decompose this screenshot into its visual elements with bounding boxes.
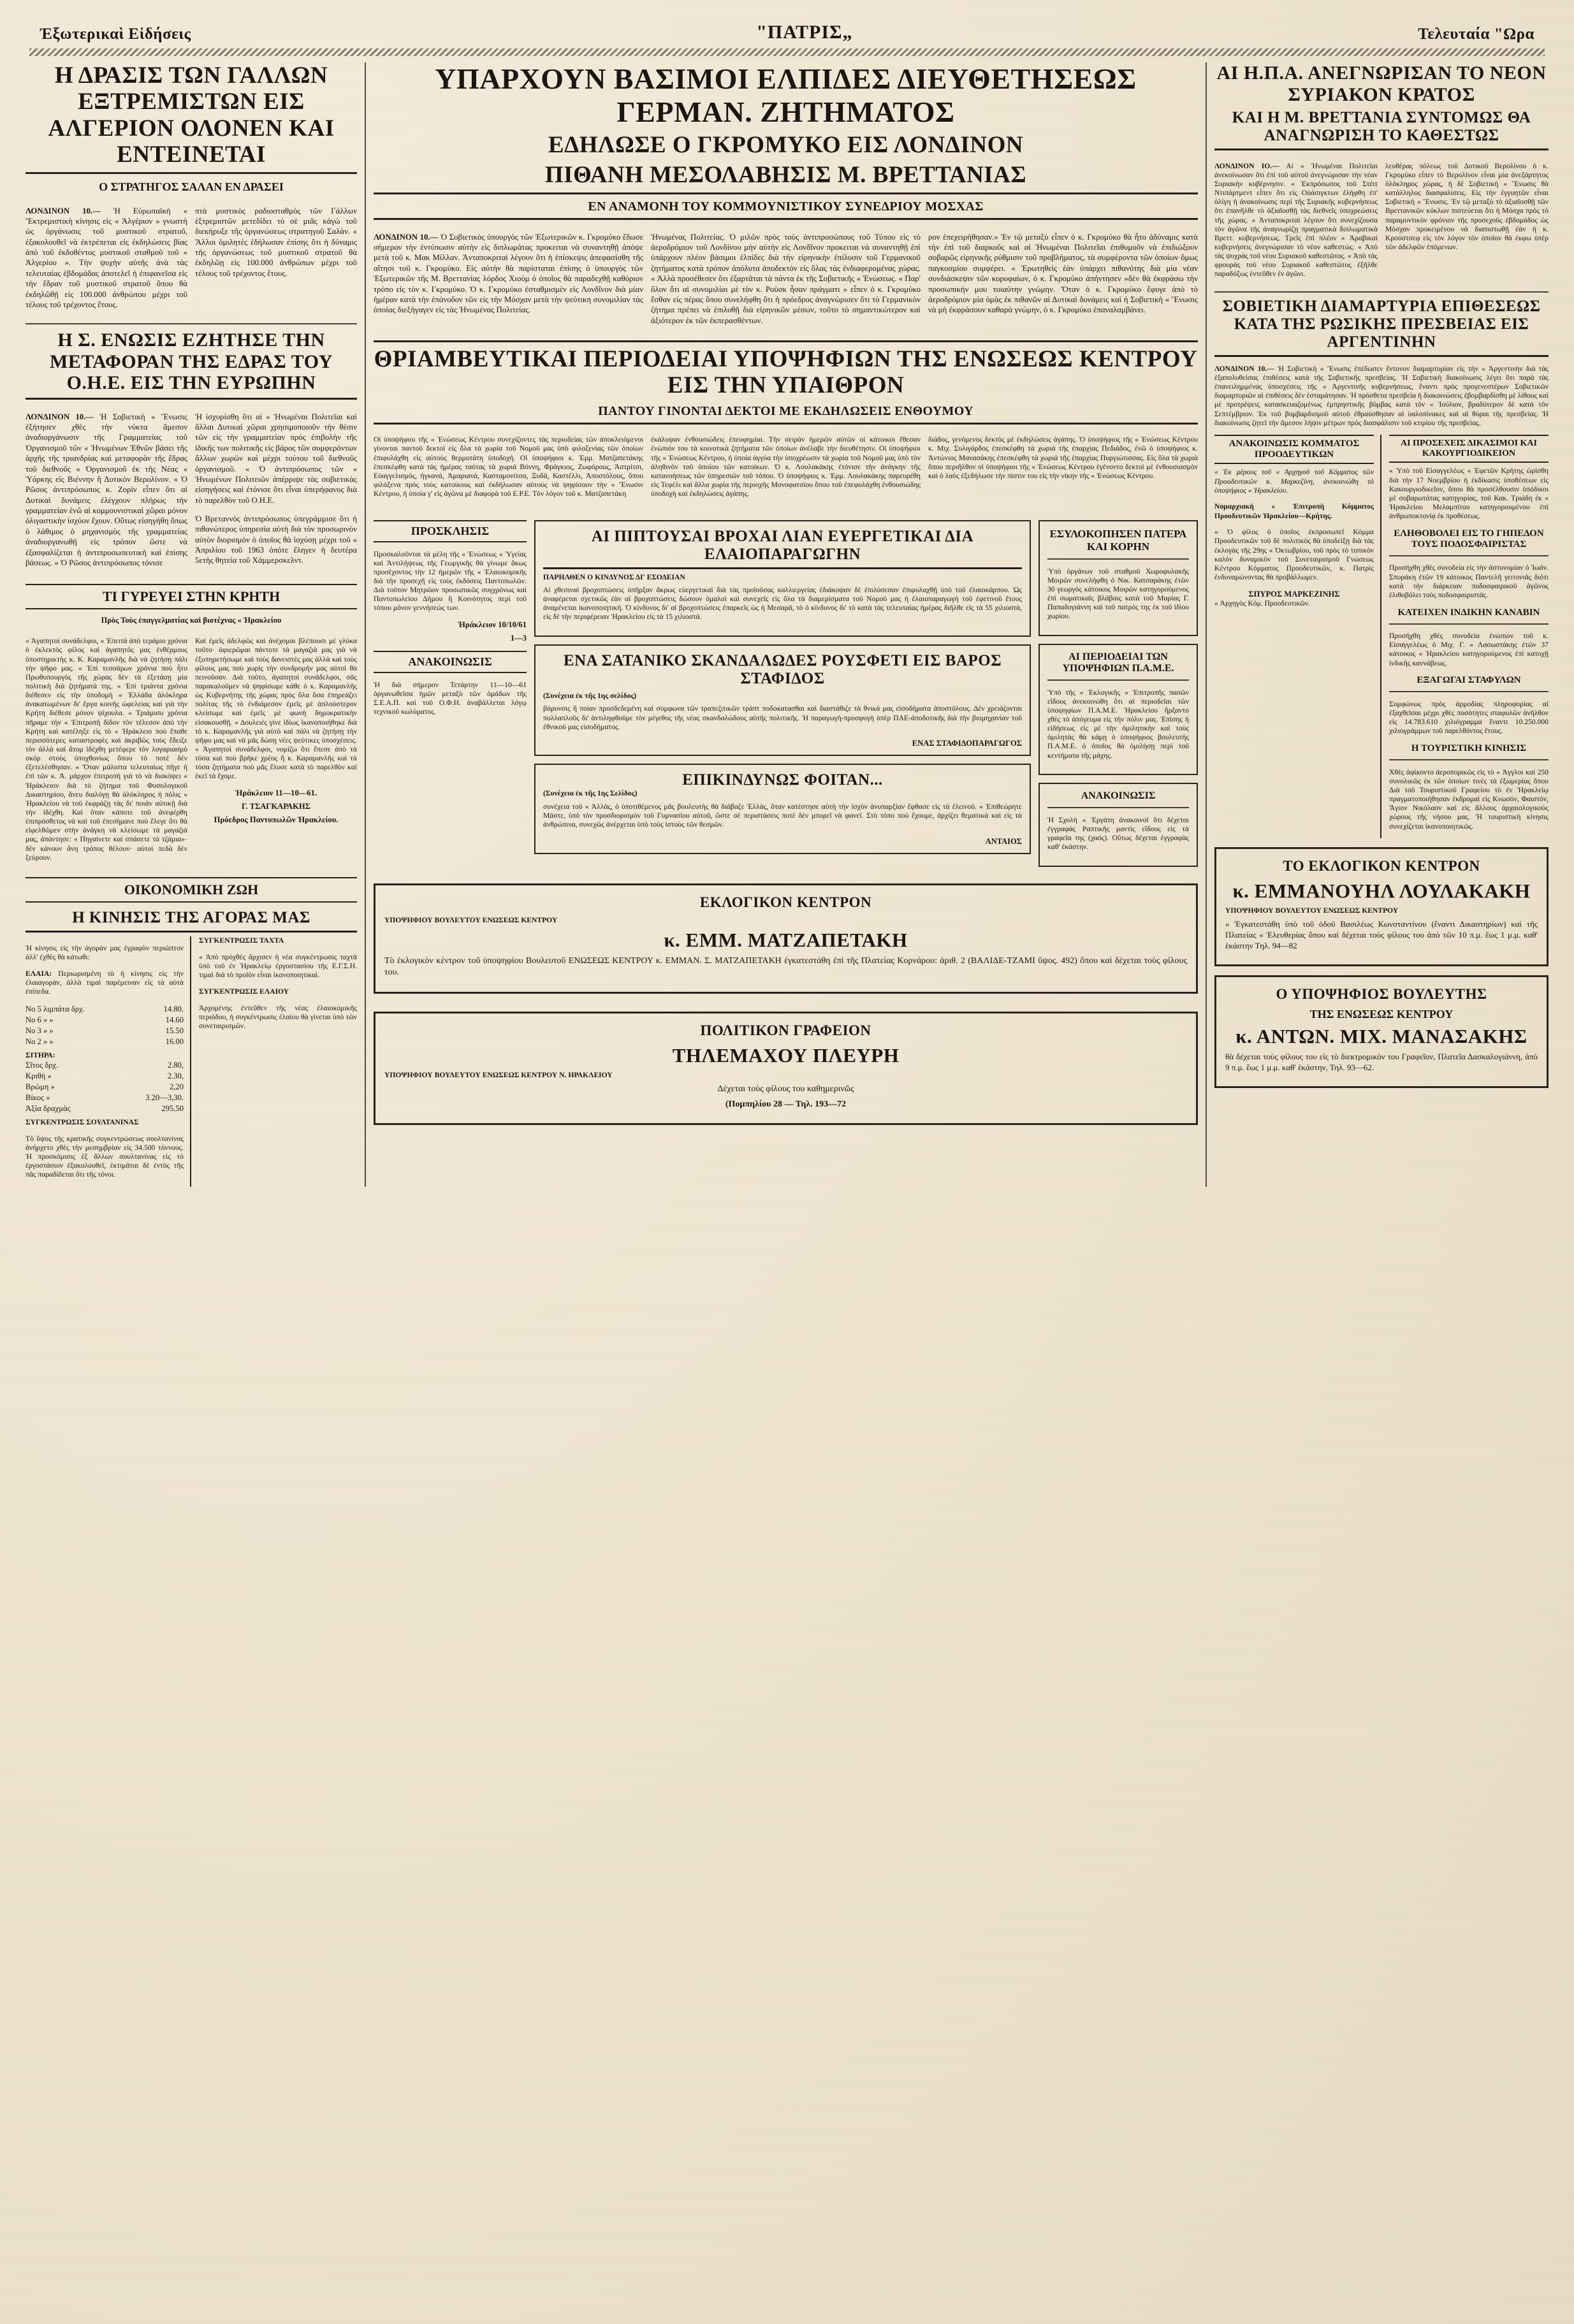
economy-olive-label — [26, 970, 184, 996]
school-announcement-divider — [1047, 807, 1189, 808]
fire-continued: (Συνέχεια ἐκ τῆς 1ης Σελίδος) — [543, 789, 638, 798]
main-article-col1 — [374, 232, 643, 316]
courts-body: « Ὑπὸ τοῦ Εἰσαγγελέως « Ἐφετῶν Κρήτης ὡρίσθη διὰ τὴν 17 Νοεμβρίου ἡ ἐκδίκασις ὑποθέσεων εἰς Κακουργιοδικεῖον, ὅπου θὰ προσέλθουσιν ὑπόδικοι μὲ σοβαρωτάτας κατηγορίας, τοῦ Κακ. Τριάδη ἐκ « Ἡρακλείου Μελαμπίτου κατηγορουμένου ἐπὶ ἀνθρωποκτονίᾳ ἐκ προθέσεως. — [1389, 467, 1548, 521]
left-article-2-col1 — [26, 412, 187, 569]
stoning-header: ΕΛΗΘΟΒΟΛΕΙ ΕΙΣ ΤΟ ΓΗΠΕΔΟΝ ΤΟΥΣ ΠΟΔΟΣΦΑΙΡΙΣΤΑΣ — [1394, 528, 1544, 549]
scandal-body: βάρυνσις ἢ ποίαν προσδεδεμένη καὶ σύμφωνα τῶν τραπεζιτικῶν τράπτ ποδοκατασθαι καὶ διαστάθιζε τὰ θνικά μας εἰσοδήματα ἀποστόλους. Δὲν χρειάζονται πολλαπλοῦς δι' ἀντιληφθοῦμε τὸν μέγεθος τῆς νέας σκανδαλώδους αὐτῆς πολιτικῆς. Ἡ παραγωγὴ-προσφυγὴ ὑπὲρ ΠΑΕ-ἀποδοτικῆς διὰ τὴν βιομηχανίαν τοῦ ἐθνικοῦ μας εἰσοδήματος. — [543, 704, 1022, 731]
left-article-1-col1 — [26, 206, 187, 310]
ad-matzapetakis[interactable] — [374, 883, 1198, 994]
economy-tachta-title: ΣΥΓΚΕΝΤΡΩΣΙΣ ΤΑΧΤΑ — [199, 936, 284, 945]
masthead-right-label: Τελευταία "Ωρα — [1418, 25, 1534, 43]
masthead-divider — [29, 48, 1545, 56]
triumph-divider-bottom — [374, 423, 1198, 425]
assault-body: Ὑπὸ ὀργάνων τοῦ σταθμοῦ Χωροφυλακῆς Μοιρῶν συνελήφθη ὁ Νικ. Κατσαράκης ἐτῶν 30 γεωργὸς κάτοικος Μοιρῶν κατηγορούμενος ἐπὶ σωματικαῖς βλάβαις κατὰ τοῦ Μαρίας Γ. Παπαδογιάννη καὶ τοῦ πατρός της ἐκ τοῦ ἰδίου χωρίου. — [1047, 567, 1189, 621]
economy-olive-prices — [26, 1004, 184, 1047]
right-article-1-col2: λευθέρας πόλεως τοῦ Δυτικοῦ Βερολίνου ὁ κ. Γκρομύκο εἶπεν τὸ Βερολίνον εἶναι μία ἀνεξάρτητος ὀλόκληρος χώρας, ἡ δὲ Σοβιετικὴ « Ἕνωσις θὰ κατάλληλος διασφαλίσεις. Εἰς τὴν ἐγγυητῶν εἶναι Σοβιετικὴ « Ἕνωσις. Ἐν τῷ μεταξὺ τὸ ἀξιαῖοσθῇ τῶν Βρεττανικῶν κύκλων πιστεύεται ὅτι ἡ Μόσχα πρὸς τὸ παραμυντικὸν φρόνιον τῆς προσεχοῦς ἑβδομάδος ὡς Μόσχαν προκειμένου νὰ διαπιστωθῇ ἐὰν ἡ κ. Κρούστσεφ εἰς τὸν λόγον τὸν ὁποῖον θὰ ἐκφω ὑπέρ τῶν ἀδελφῶν ἑπόμενων. — [1385, 161, 1548, 252]
center-ads-row — [374, 875, 1198, 1003]
rain-body: Αἱ χθεσιναὶ βροχοπτώσεις ὑπῆρξαν ἄκρως εὐεργετικαὶ διὰ τὰς προϊοῦσας καλλιεργείας ἐδιάκοψαν δὲ ἐπιλύσεσαν ἐπιφυλαχθῇ ὑπὸ τοῦ ἐλαιοκάρπου. Ὡς ἀναφέρεται σχετικῶς ἐὰν αἱ βροχοπτώσεις δώσουν ὁμαλοὶ καὶ συνεχεῖς εἰς ὅλα τὰ διαμερίσματα τοῦ Νομοῦ μας ἡ ἐλαιοπαραγωγὴ τοῦ ἐφετινοῦ ἔτους ἀναμένεται ἱκανοποιητική. Ὁ κίνδυνος δι' αἱ βροχοπτώσεις ἐπαρκεῖς ὡς ἡ Μεσαρᾶ, τὸ ὁ κίνδυνος δι' τὸ κατὰ τὰς τελευταίας ἡμέρας διῆλθε εἰς τὰ 55 χιλιοστὰ, εἰς δὲ τὴν περιφέρειαν Ἡρακλείου εἰς τὰ 15 χιλιοστά. — [543, 586, 1022, 621]
grape-exports-body: Συμφώνως πρὸς ἁρμοδίας πληροφορίας αἱ ἐξαχθεῖσαι μέχρι χθὲς ποσότητες σταφυλῶν ἀνῆλθον εἰς 14.783.610 χιλιόγραμμα ἔναντι 10.250.000 χιλιογράμμων τοῦ παρελθόντος ἔτους. — [1389, 699, 1548, 736]
main-divider — [374, 192, 1198, 194]
tourism-divider — [1389, 759, 1548, 760]
ad-manasakis-name: κ. ΑΝΤΩΝ. ΜΙΧ. ΜΑΝΑΣΑΚΗΣ — [1235, 1025, 1527, 1048]
school-announcement-header: ΑΝΑΚΟΙΝΩΣΙΣ — [1081, 790, 1156, 802]
price-row — [26, 1060, 184, 1071]
masthead-title: "ΠΑΤΡΙΣ„ — [756, 22, 853, 43]
economy-grain-prices — [26, 1060, 184, 1114]
left-divider-1 — [26, 323, 357, 324]
economy-sultanina-title: ΣΥΓΚΕΝΤΡΩΣΙΣ ΣΟΥΛΤΑΝΙΝΑΣ — [26, 1118, 139, 1127]
crete-subheader: Πρὸς Τοὺς ἐπαγγελματίας καὶ βιοτέχνας « Ἡρακλείου — [101, 616, 282, 625]
left-dateline-1: ΛΟΝΔΙΝΟΝ 10.— — [26, 206, 101, 215]
pame-tour-divider — [1047, 679, 1189, 681]
economy-oil-text: Ἀρχομένης ἐντεῦθεν τῆς νέας ἐλαιοκομικῆς περιόδου, ἡ συγκέντρωσις ἐλαίου θὰ γίνεται ὑπὸ τῶν συνεταιρισμῶν. — [199, 1003, 357, 1031]
economy-divider — [26, 931, 357, 933]
scandal-headline: ΕΝΑ ΣΑΤΑΝΙΚΟ ΣΚΑΝΔΑΛΩΔΕΣ ΡΟΥΣΦΕΤΙ ΕΙΣ ΒΑΡΟΣ ΣΤΑΦΙΔΟΣ — [563, 652, 1002, 688]
center-right-boxes — [1038, 512, 1198, 875]
left-article-2-col2b: Ὁ Βρεταννὸς ἀντιπρόσωπος ὑπεγράμμισε ὅτι ἡ πιθανώτερος ὑπηρεσία αὐτὴ διὰ τὸν προσωρινὸν αὐτὸν διορισμὸν ὁ ὁποῖος θὰ ἰσχύσῃ μέχρι τοῦ « Ἀπριλίου τοῦ 1963 ὁπότε ἔληγεν ἡ δευτέρα 5ετὴς θητεία τοῦ Χάμμερσκελντ. — [195, 514, 357, 565]
price-key: Νο 2 » » — [26, 1036, 54, 1046]
right-headline-2: ΣΟΒΙΕΤΙΚΗ ΔΙΑΜΑΡΤΥΡΙΑ ΕΠΙΘΕΣΕΩΣ ΚΑΤΑ ΤΗΣ ΡΩΣΙΚΗΣ ΠΡΕΣΒΕΙΑΣ ΕΙΣ ΑΡΓΕΝΤΙΝΗΝ — [1222, 298, 1541, 351]
center-lower-main — [534, 512, 1031, 875]
left-article-1-col2: πτὰ μυστικὸς ραδιοσταθμὸς τῶν Γάλλων ἐξτρεμιστῶν μετεδίδει τὸ σὲ μιᾶς κἀγὼ τοῦ διεκήρυξε τῆς ὀργανώσεως στρατηγοῦ Σαλάν. « Ἄλλοι ὁμιλητὲς ἐδήλωσαν ἐπίσης ὅτι ἡ δύναμις τῆς ὀργανώσεως τοῦ μυστικοῦ στρατοῦ θὰ ἐκδηλῶῃ εἰς 100.000 ἀνθρώπων μέχρι τοῦ τέλους τοῦ τρέχοντος ἔτους. — [195, 206, 357, 278]
ad-plevris-sub: ΥΠΟΨΗΦΙΟΥ ΒΟΥΛΕΥΤΟΥ ΕΝΩΣΕΩΣ ΚΕΝΤΡΟΥ Ν. ΗΡΑΚΛΕΙΟΥ — [384, 1070, 613, 1079]
ad-loulakakis-body: « Ἐγκατεστάθη ὑπὸ τοῦ ὁδοῦ Βασιλέως Κωνσταντίνου (ἔναντι Δικαστηρίων) καὶ τῆς Πλατείας « Ἐλευθερίας ὅπου καὶ δέχεται τοὺς φίλους του ἀπὸ τῶν 10 π.μ. ἕως 1 μ.μ. καθ' ἑκάστην Τηλ. 94—82 — [1225, 919, 1538, 951]
economy-oil-title: ΣΥΓΚΕΝΤΡΩΣΙΣ ΕΛΑΙΟΥ — [199, 987, 289, 996]
invites-header: ΠΡΟΣΚΛΗΣΙΣ — [374, 520, 527, 542]
main-headline: ΥΠΑΡΧΟΥΝ ΒΑΣΙΜΟΙ ΕΛΠΙΔΕΣ ΔΙΕΥΘΕΤΗΣΕΩΣ ΓΕΡΜΑΝ. ΖΗΤΗΜΑΤΟΣ — [435, 62, 1137, 128]
right-article-1-col1 — [1214, 162, 1378, 279]
crete-col2: Καὶ ἐμεῖς ἀδελφῶς καὶ ἀνέχομαι βλέπουσι μὲ γλύκα τοῦτο· ἀφιερῶμαι πάντοτε τὰ μαγαζιὰ μας γιὰ νὰ ἐξυπηρετήσωμε καὶ τοὺς δανειστὲς μας ἀλλὰ καὶ τοὺς φίλους μας ποὺ χωρὶς τὴν συνδρομήν μας αὐτοὶ θὰ πεινοῦσαν. Διὰ τοῦτο, ἀγαπητοὶ συνάδελφοι, σᾶς παρακαλοῦμεν νὰ ψηφίσωμε κάθε ὁ κ. Καραμανλῆς ὡς Κυβερνήτης τῆς χώρας πρὸς ὅλα ὅσα ἐπηρεάζει πολίτας τῆς τὸ ἐνδιάμεσον ἐμεῖς μὲ ἀπλούστερον κλείσωμε καὶ ἐμεῖς μὲ φωνὴ δημοκρατικὴν εἰσακουσθῇ. « Δουλειὲς γίνε ἰδίως ἱκανοποιήθηκε διὰ τὸ κ. Καραμανλῆς γιὰ αὐτὸ καὶ πάλι νὰ ζητήσῃ τὴν ψῆφο μας καὶ νὰ μᾶς δώσῃ νέες ψεύτικες ὑποσχέσεις. « Ἀγαπητοὶ συνάδελφοι, νομίζω ὅτι ἔπεσε ἀπὸ τὰ τόσα καὶ ποὺ βρῆκε χρέος ἢ κ. Καραμανλῆς καὶ τὰ τόσα ζητήματα ποὺ μᾶς ἔλυσε κατὰ τὸ παρελθὸν καὶ ἐκεῖ τὰ ἔχομε. — [195, 637, 357, 781]
ad-loulakakis-name: κ. ΕΜΜΑΝΟΥΗΛ ΛΟΥΛΑΚΑΚΗ — [1232, 880, 1531, 903]
fire-article — [534, 764, 1031, 853]
right-divider-2 — [1214, 291, 1548, 293]
masthead-left-label: Ἐξωτερικαὶ Εἰδήσεις — [40, 25, 191, 43]
crete-sign-name: Γ. ΤΣΑΓΚΑΡΑΚΗΣ — [242, 802, 310, 811]
progressives-committee-title: Νομαρχιακὴ « Ἐπιτροπὴ Κόμματος Προοδευτικῶν Ἡρακλείου—Κρήτης. — [1214, 502, 1374, 520]
ad-matzapetakis-name: κ. ΕΜΜ. ΜΑΤΖΑΠΕΤΑΚΗ — [664, 929, 908, 952]
right-column — [1214, 62, 1548, 1187]
right-courts-col — [1389, 435, 1548, 838]
economy-tachta-text: « Ἀπὸ πρὸχθὲς ἄρχισεν ἡ νέα συγκέντρωσις ταχτᾶ ὑπὸ τοῦ ἐν Ἡρακλείῳ ἐργοστασίου τῆς Ε.Γ.Σ.Η. τιμαὶ διὰ τὸ προϊὸν εἶναι ἱκανοποιητικαὶ. — [199, 953, 357, 980]
left-headline-2: Η Σ. ΕΝΩΣΙΣ ΕΖΗΤΗΣΕ ΤΗΝ ΜΕΤΑΦΟΡΑΝ ΤΗΣ ΕΔΡΑΣ ΤΟΥ Ο.Η.Ε. ΕΙΣ ΤΗΝ ΕΥΡΩΠΗΝ — [50, 330, 333, 394]
right-article-1-text: Αἱ « Ἡνωμέναι Πολιτεῖαι ἀνεκοίνωσαν ὅτι ἐπὶ τοῦ αὐτοῦ ἀνεγνώρισαν τὴν νέαν Συριακὴν κυβέρνησιν. « Ἐκπρόσωπος τοῦ Στέιτ Ντιπάρτμεντ εἶπεν ὅτι εἰς Οὐάσιγκτων ἐλήφθη ἐπ' ὀλίγη ἡ ἀνακοίνωσις περὶ τῆς Συριακῆς κυβερνήσεως ὅτι ἐπανῆλθε τὸ ἀξιαῖοσθῇ τὰς διεθνεῖς ὑποχρεώσεις τῆς χώρας. « Ἀνταποκριταὶ λέγουν ὅτι συνεχίζουσα τὸν ἀγῶνα τῆς ἀναγνωρίζῃ πραγματικὰ διπλωματικὰ Βρεττ. κυβερνήσεως. Τρεῖς ἐπὶ πλέον « Ἀραβικαὶ κυβερνήσεις ἀνεγνώρισαν τὸ νέον καθεστὼς. « Ἀπὸ τὰς ψυχρὰς τοῦ νέου Συριακοῦ καθεστῶτος. « Ἀπὸ τὰς φρουρὰς τοῦ νέου Συριακοῦ καθεστῶτος ἐξῆλθε παραδόξως ἐντεῦθεν ἐν ἀγῶνι. — [1214, 161, 1378, 279]
price-value: 2.30, — [167, 1071, 184, 1081]
economy-intro: Ἡ κίνησις εἰς τὴν ἀγορὰν μας ἐγραφὸν περιῶπτον ἀλλ' ἐχθὲς θὰ κάτωθι: — [26, 944, 184, 962]
price-key: Νο 5 λιμπάτα δρχ. — [26, 1004, 85, 1013]
left-divider-2 — [26, 398, 357, 400]
scandal-continued: (Συνέχεια ἐκ τῆς 1ης σελίδος) — [543, 692, 637, 701]
right-headline-1b: ΚΑΙ Η Μ. ΒΡΕΤΤΑΝΙΑ ΣΥΝΤΟΜΩΣ ΘΑ ΑΝΑΓΝΩΡΙΣΗ ΤΟ ΚΑΘΕΣΤΩΣ — [1232, 109, 1531, 145]
fire-headline: ΕΠΙΚΙΝΔΥΝΩΣ ΦΟΙΤΑΝ... — [682, 771, 883, 789]
price-value: 14.60 — [165, 1015, 184, 1024]
price-key: Νο 3 » » — [26, 1026, 54, 1035]
main-headline-2: ΕΔΗΛΩΣΕ Ο ΓΚΡΟΜΥΚΟ ΕΙΣ ΛΟΝΔΙΝΟΝ — [548, 132, 1024, 159]
price-value: 2,20 — [169, 1082, 184, 1092]
assault-divider — [1047, 558, 1189, 560]
price-key: Σῖτος δρχ. — [26, 1061, 59, 1070]
crete-sign-title: Πρόεδρος Παντοπωλῶν Ἡρακλείου. — [214, 815, 339, 825]
invites-sign-ref: 1—3 — [510, 634, 527, 643]
price-row — [26, 1103, 184, 1114]
ad-plevris-head: ΠΟΛΙΤΙΚΟΝ ΓΡΑΦΕΙΟΝ — [700, 1022, 871, 1038]
column-separator-left — [365, 62, 366, 1187]
page-columns — [26, 62, 1548, 1187]
crete-col1: « Ἀγαπητοὶ συνάδελφοι, « Ἐπειτὰ ἀπὸ τεράμιο χρόνια ὁ ἐκλεκτὸς φίλος καὶ ἀγαπητός μας ἐνθέρμους ὑποστηρικτὴς κ. Κ. Καραμανλῆς διὰ νὰ ζητήσῃ πάλι τὴν ψῆφο μας. « Ἐπὶ τεσσάρων χρόνια ποὺ ἦτο Πρωθυπουργὸς τῆς χώρας δὲν τὰ ἐξετάσῃ μία πολιτικὴ διὰ ζητήματά της. « Ἐπὶ τριάντα χρόνια διέθεσεν εἰς τὴν ὑποδομὴ « Ἑλλάδα ἀλόκληρα ἀνακατωμένων δι' ἔργα κοινῆς ὠφελείας καὶ γιὰ τὴν Κρήτη διέθεσε μόνον ψίχουλα. « Τριάμισυ χρόνια πῆραμε τὴν « Ἐπιτροπὴ δίδον τὸν τέλεσον ἀπὸ τὴν Κρήτη καὶ κατέληξε εἰς τὸ « Ἡράκλειο ποὺ ἔπαθε περισσότερες καταστροφὲς καὶ ἀκριβῶς τοὺς ἔδειξε τὸν ἀλλὰ καὶ ἄτομ ἰδέχθη μετέφερε τὸν λογαριασμὸ σκόρ στοὺς ὑποχθονίως ὅπου τὸ ποτὲ δὲν ἐξετελέσθησαν. « Ὅταν μάλιστα τελευταίως πῆγε ἡ ἐπὶ τῶν κ. Ἀ. μάρχον ἐπιτροπὴ γιὰ τὸ νὰ διακόψει « Ἡράκλειον διὰ τὸ ζήτημα τοῦ Φυσολογικοῦ Δικαστηρίου, ἄνευ διαλόγῃ θὰ ἀλόκληρος ἡ πόλις « Ἡρακλείου νὰ τοῦ ἐκφράζῃ τὰς δι' ποιάν αὐτικῇ διὰ τὴν ἰδέχθη. Καὶ ὅταν κάποτε τοῦ ἀνεφέρθη ἐπιπρόσθετος νὰ καὶ τοῦ ἐπεσήμανε ποὺ ἔλεγε ὅτι θὰ εἰφελθῶμεν στὴν ἀνάγκη νὰ κλείσωμε τὰ μαγαζιά μας, ἀπάντησε: « Πηγαίνετε καὶ σπάσετε τὰ τζάμια»· δὲν κάνουν ἄνη τρόπος θέλουν· αὐτοὶ πεδὰ δὲν ξεύρουν. — [26, 637, 187, 862]
price-key: Βρώμη » — [26, 1082, 55, 1092]
triumph-col2: ἐκάλυψαν ἐνθουσιώδεις ἐπευφημίαι. Τὴν σειρὰν ἡμερῶν αὐτῶν οἱ κάτοικοι ἔθεσαν ἐνώπιόν του τὰ κοινοτικὰ ζητήματα τῶν ὁποίων ἀνέλαβε τὴν διευθέτησιν. Οἱ ὑποψήφιοι τῆς « Ἑνώσεως Κέντρου, ἡ ὁποία ἀγγύα τὴν ὑποχρέωσιν τὰ χωρία τοῦ Νομοῦ μας ὑπὸ τὸν ἀληθινὸν τοῦ ὁποίου τῶν κατοίκων. Ὁ κ. Λουλακάκης ἐτόνισε τὴν ἀνάγκην τῆς κατανοήσεως τῶν ὑπηρεσιῶν τοῦ τόπου. Ὁ ὑποψήφιος κ. Ἐμμ. Λουλακάκης παρευρέθη εἰς Τεφέλι καὶ ἄλλα χωρία τῆς περιοχῆς Μονοφατσίου ὅπου τοῦ ἐπεφυλάχθη ἐνθουσιώδης ὑποδοχὴ καὶ ἐκδηλώσεις ἀγάπης. — [651, 435, 921, 498]
ad-plevris-name: ΤΗΛΕΜΑΧΟΥ ΠΛΕΥΡΗ — [672, 1043, 900, 1066]
left-article-1-text: Ἡ Εὐρωπαϊκὴ « Ἔκτρεμιστικὴ κίνησις εἰς « Ἀλγέριον » γνωστὴ ὡς ὀργάνωσις τοῦ μυστικοῦ στρατοῦ, ἐξακολουθεῖ νὰ ἐκτρέπεται εἰς ἐκδηλώσεις βίας ἀπὸ τοῦ ἐκδοθέντος μυστικοῦ σταθμοῦ τοῦ « Ἀλγερίου ». Τὴν ψυχὴν αὐτῆς ἀνὰ τὰς τελευταίας ἑβδομάδας ἀποτελεῖ ἡ ἐπιφανεῖσα εἰς τὴν ἔδραν τοῦ μυστικοῦ στρατοῦ ὅπου θὰ ἐκδηλῶθῇ εἰς 100.000 ἀνθρώπου μέχρι τοῦ τέλους τοῦ τρέχοντος ἔτους. — [26, 206, 188, 309]
right-divider-3 — [1214, 355, 1548, 357]
ad-plevris[interactable] — [374, 1012, 1198, 1126]
right-article-2-body — [1214, 365, 1548, 428]
ad-plevris-addr: Δέχεται τοὺς φίλους του καθημερινῶς — [717, 1084, 854, 1094]
price-value: 295,50 — [161, 1104, 184, 1114]
courts-header: ΑΙ ΠΡΟΣΕΧΕΙΣ ΔΙΚΑΣΙΜΟΙ ΚΑΙ ΚΑΚΟΥΡΓΙΟΔΙΚΕΙΟΝ — [1389, 435, 1548, 463]
progressives-sign: ΣΠΥΡΟΣ ΜΑΡΚΕΖΙΝΗΣ — [1248, 589, 1340, 599]
left-article-2-body — [26, 403, 357, 576]
crete-sign-date: Ἡράκλειον 11—10—61. — [235, 788, 317, 798]
ad-manasakis-sub: ΤΗΣ ΕΝΩΣΕΩΣ ΚΕΝΤΡΟΥ — [1309, 1008, 1454, 1021]
price-value: 2.80, — [167, 1061, 184, 1070]
tourism-header: Η ΤΟΥΡΙΣΤΙΚΗ ΚΙΝΗΣΙΣ — [1411, 743, 1527, 754]
rain-divider — [543, 567, 1022, 569]
stoning-divider — [1389, 555, 1548, 556]
main-article-body — [374, 224, 1198, 334]
right-dateline-1: ΛΟΝΔΙΝΟΝ ΙΟ.— — [1214, 161, 1279, 170]
fire-sign: ΑΝΤΑΙΟΣ — [985, 836, 1022, 846]
price-row — [26, 1015, 184, 1026]
economy-section-header: ΟΙΚΟΝΟΜΙΚΗ ΖΩΗ — [26, 877, 357, 903]
rain-subhead: ΠΑΡΗΛΘΕΝ Ο ΚΙΝΔΥΝΟΣ ΔΙ' ΕΣΟΔΕΙΑΝ — [543, 572, 685, 581]
pame-tour-header: ΑΙ ΠΕΡΙΟΔΕΙΑΙ ΤΩΝ ΥΠΟΨΗΦΙΩΝ Π.Α.Μ.Ε. — [1062, 651, 1174, 674]
economy-body — [26, 936, 357, 1187]
left-headline-1: Η ΔΡΑΣΙΣ ΤΩΝ ΓΑΛΛΩΝ ΕΞΤΡΕΜΙΣΤΩΝ ΕΙΣ ΑΛΓΕΡΙΟΝ ΟΛΟΝΕΝ ΚΑΙ ΕΝΤΕΙΝΕΤΑΙ — [26, 62, 357, 174]
ad-matzapetakis-body: Τὸ ἐκλογικὸν κέντρον τοῦ ὑποψηφίου Βουλευτοῦ ΕΝΩΣΕΩΣ ΚΕΝΤΡΟΥ κ. ΕΜΜΑΝ. Σ. ΜΑΤΖΑΠΕΤΑΚΗ ἐγκατεστάθη ἐπὶ τῆς Πλατείας Κορνάρου: ἀριθ. 2 (ΒΑΛΙΔΕ-ΤΖΑΜΙ ὕψος. 492) ὅπου καὶ δέχεται τοὺς φίλους του. — [384, 956, 1187, 978]
price-key: Νο 6 » » — [26, 1015, 54, 1024]
price-key: Βίκος » — [26, 1093, 50, 1103]
price-row — [26, 1026, 184, 1036]
ad-matzapetakis-head: ΕΚΛΟΓΙΚΟΝ ΚΕΝΤΡΟΝ — [699, 894, 872, 911]
progressives-committee-body: « Ὁ φίλος ὁ ὁποῖος ἐκπροσωπεῖ Κόμμα Προοδευτικῶν τοῦ δὲ πολιτικὸς θὰ ὑποδείξῃ διὰ τὰς ἐκλογὰς τῆς 29ης « Ὀκτωβρίου, τοῦ πρὸς τὸ τοπικὸν καλὸν δυναμικὸν τοῦ Συνεταιρισμοῦ Γνώσεως Κέντρου Κόμματος Προοδευτικῶν, κ. Πατρὶς ἐνδυναμώνοντας θὰ προβάλλωμεν. — [1214, 528, 1374, 581]
right-two-col-section — [1214, 435, 1548, 838]
right-article-2-text: Ἡ Σοβιετικὴ « Ἕνωσις ἐπέδωσεν ἔντονον διαμαρτυρίαν εἰς τὴν « Ἀργεντινὴν διὰ τὰς ἐξαπολυθείσας ἐπιθέσεις κατὰ τῆς Σοβιετικῆς πρεσβείας. Ἡ Σοβιετικὴ διακοίνωσις λέγει ὅτι παρὰ τὰς ἐπανειλημμένας ὑποσχέσεις τῆς « Ἀργεντινῆς κυβερνήσεως, ἔναντι πρὸς προγενεστέρων Σοβιετικῶν διαμαρτυριῶν αἱ ἐπιθέσεις δὲν ἐσταμάτησαν. Ἡ πρόσθετα πρεσβεία ἡ διακοινώσεις ἐβομβαρδίσθη μὲ λίθους καὶ μὲ προτρέψεις κατασκευαζομένως ἐμπρηστικῆς βόμβας κατὰ τὸν « Ἰούλιον, βραδύτερον δὲ κατὰ τὸν Σεπτέμβριον. Ἐκ τοῦ βομβαρδισμοῦ αὐτοῦ ἐθραύσθησαν αἱ ὑαλοπίνακες καὶ αἱ θύραι τῆς πρεσβείας. Ἡ διακοίνωσις ζητεῖ τὴν ἄμεσον λήψιν μέτρων πρὸς διασφάλισιν τοῦ κτιρίου τῆς πρεσβείας. — [1214, 364, 1548, 427]
left-article-1-body — [26, 198, 357, 318]
ad-loulakakis-head: ΤΟ ΕΚΛΟΓΙΚΟΝ ΚΕΝΤΡΟΝ — [1283, 858, 1480, 875]
right-dateline-2: ΛΟΝΔΙΝΟΝ 10.— — [1214, 364, 1274, 373]
triumph-col1: Οἱ ὑποψήφιοι τῆς « Ἑνώσεως Κέντρου συνεχίζοντες τὰς περιοδείας τῶν ἀποκλειόμενοι γίνονται παντοῦ δεκτοὶ εἰς ὅλα τὰ χωρία τοῦ Νομοῦ μας ὑπὸ φιλοξενίας τῶν ὁποίων ἐπιφυλάχθη εἰς αὐτοὺς θερμοτάτη ὑποδοχή. Οἱ ὑποψήφιοι κ. Ἐμμ. Ματζαπετάκης ἐπεσκέφθη κατὰ τὰς ἡμέρας ταύτας τὰ χωριά Βόννη, Φράγκιος, Ζωφόρους, Ἀστρίτσι, Εὐαγγελισμός, ἡγκανά, Ἀμαριανὰ, Κασταμονίτσα, Ξυδᾶ, Καστέλλι, Ἀποστόλους, ὅπου φιλόξενα πρὸς τοὺς κατοίκους καὶ ἐκδήλωσαν αὐτοὺς νὰ ψηφίσουν τὴν « Ἕνωσιν Κέντρου, ἡ ὁποία γ' εἰς ἀγῶνα μὲ διαφορὰ τοῦ Ε.Ρ.Ε. Τὸν λόγον τοῦ κ. Ματζαπετάκη — [374, 435, 643, 498]
main-dateline: ΛΟΝΔΙΝΟΝ 10.— — [374, 232, 439, 242]
main-article-text-1: Ὁ Σοβιετικὸς ὑπουργὸς τῶν Ἐξωτερικῶν κ. Γκρομύκο ἔδωσε σήμερον τὴν ἐντύπωσιν αὐτὴν εἰς διπλωμάτας προκειται νὰ συναντηθῇ ἀπόψε μετὰ τοῦ κ. Μακ Μίλλαν. Ἀνταποκριταὶ λέγουν ὅτι ἡ ἐπίσκεψις ἀπεφασίσθη τῆς αἴτησι τοῦ κ. Γκρομύκο. Εἰς αὐτὴν θὰ παρίσταται ἐπίσης ὁ ὑπουργὸς τῶν Ἐξωτερικῶν τῆς Μ. Βρεττανίας λόρδος Χιοὺμ ὁ ὁποῖος θὰ παραδεχθῇ καθόριον τρόπο εἰς τὸν κ. Γκρομύκο. Ὁ κ. Γκρομύκο ἐσταθμισμὲν εἰς Λονδῖνον διὰ μίαν ἡμέραν κατὰ τὴν ἐπάνοδον τῶν εἰς τὴν Μόσχαν μετὰ τὴν ψεύτικη συνομιλίαν τὰς ὁποίας διεξήγαγεν εἰς τὰς Ἡνωμένας Πολιτείας. — [374, 232, 644, 315]
progressives-lead: « Ἐκ μέρους τοῦ « Ἀρχηγοῦ τοῦ Κόμματος τῶν Προοδευτικῶν κ. Μαρκεζίνη, ἀνεκοινώθη τὸ ὑποψήφιος « Ἡρακλείου. — [1214, 468, 1374, 495]
main-article-col3: ρον ἐπεχειρήθησαν.» Ἐν τῷ μεταξὺ εἶπεν ὁ κ. Γκρομύκο θὰ ἦτο ἀδύναμις κατὰ τὴν ἐπὶ τοῦ διαρκοῦς καὶ αἱ Ἡνωμέναι Πολιτεῖαι ἐπιθυμοῦν νὰ ἐπιδιώξουν σοβαρῶς εἰρηνικῆς ρύθμισιν τοῦ προβλήματος, τὰ συμφέροντα τῶν ὁποίων ὅμως παγκοσμίου συμφέρει. « Ἐρωτηθεὶς ἐὰν ὑπάρχει πιθανότης διὰ μία νέαν συνδιάσκεψιν τῶν κορυφαίων, ὁ κ. Γκρομύκο ἀπήντησεν »δὲν θὰ ἐκφράσω τὴν προσωπικήν μου τοιαύτην γνώμην. Ὅταν ὁ κ. Γκρομύκο ἔφυγε ἀπὸ τὸ ἀεροδρόμιον μία ὁμὰς ἐκ πιθανῶν αἱ Δυτικαὶ δυνάμεις καὶ ἡ Σοβιετικὴ « Ἕνωσις νὰ μὴ ἐκφράσουν καθαρὰ γνώμην, ὁ κ. Γκρομύκο ἐπαναλαμβάνει. — [928, 232, 1198, 315]
left-dateline-2: ΛΟΝΔΙΝΟΝ 10.— — [26, 412, 94, 421]
ad-loulakakis-sub: ΥΠΟΨΗΦΙΟΥ ΒΟΥΛΕΥΤΟΥ ΕΝΩΣΕΩΣ ΚΕΝΤΡΟΥ — [1225, 906, 1399, 915]
ad-manasakis-body: θὰ δέχεται τοὺς φίλους του εἰς τὸ διεκτρομικὸν του Γραφεῖον, Πλατεῖα Δασκαλογιάννη, ἀπὸ 9 π.μ. ἕως 1 μ.μ. καθ' ἑκάστην, Τηλ. 93—62. — [1225, 1052, 1538, 1072]
invites-block — [374, 512, 527, 875]
center-lower-row — [374, 512, 1198, 875]
right-progressives-col — [1214, 435, 1381, 838]
triumph-subhead: ΠΑΝΤΟΥ ΓΙΝΟΝΤΑΙ ΔΕΚΤΟΙ ΜΕ ΕΚΔΗΛΩΣΕΙΣ ΕΝΘΟΥΜΟΥ — [598, 403, 973, 418]
rain-article — [534, 520, 1031, 637]
grape-exports-divider — [1389, 691, 1548, 692]
triumph-headline: ΘΡΙΑΜΒΕΥΤΙΚΑΙ ΠΕΡΙΟΔΕΙΑΙ ΥΠΟΨΗΦΙΩΝ ΤΗΣ ΕΝΩΣΕΩΣ ΚΕΝΤΡΟΥ ΕΙΣ ΤΗΝ ΥΠΑΙΘΡΟΝ — [374, 345, 1198, 399]
right-divider-1 — [1214, 149, 1548, 150]
economy-grain-title: ΣΙΤΗΡΑ: — [26, 1050, 55, 1059]
pame-tour-box — [1038, 644, 1198, 775]
grape-exports-header: ΕΞΑΓΩΓΑΙ ΣΤΑΦΥΛΩΝ — [1417, 675, 1521, 686]
price-row — [26, 1071, 184, 1082]
school-announcement-body: Ἡ Σχολὴ « Ἐργάτη ἀνακοινοῖ ὅτι δέχεται ἐγγραφὰς Ραπτικῆς μαντὶς εἴδους εἰς τὰ γραφεῖα της (χαός). Οὕτως δέχεται ἐγγραφὰς καθ' ἑκάστην. — [1047, 815, 1189, 852]
left-article-2-text: Ἡ Σοβιετικὴ « Ἔνωσις ἐξήτησεν χθὲς τὴν νύκτα ἄμεσον ἀναδιοργάνωσιν τῆς Γραμματείας τοῦ Ὀργανισμοῦ τῶν « Ἡνωμένων Ἐθνῶν βάσει τῆς ἀρχῆς τῆς τριανδρίας καὶ μεταφορὰν τῆς ἕδρας τοῦ διεθνοῦς « Ὀργανισμοῦ ἐκ τῆς Νέας « Ὑόρκης εἰς Βιέννην ἢ Δυτικὸν Βερολίνον. « Ὁ Ρῶσος ἀντιπρόσωπος κ. Ζορὶν εἶπεν ὅτι αἱ Δυτικαὶ δυνάμεις ἐλέγχουν πλήρως τὴν γραμματείαν ἐνῶ αἱ κομμουνιστικαὶ χῶραι μόνον ὀλιγαστικὴν ἰσχύον ἔχουν. Οὕτως εἰσηγήθη ὅπως ὁ λάθιμος ὁ μηχανισμὸς τῆς γραμματείας ἀναδιοργανωθῇ εἰς τρόπον ὥστε νὰ ἐξασφαλίζεται ἡ ἀντιπροσωπευτικὴ καὶ ἐπίσης βάσεως. « Ὁ Ρῶσος ἀντιπρόσωπος τόνισε — [26, 412, 187, 567]
left-article-2-col2: Ἡ ἰσχυρίσθη ὅτι αἱ « Ἡνωμέναι Πολιτεῖαι καὶ ἄλλαι Δυτικαὶ χῶραι χρησιμοποιοῦν τὴν θέσιν τῶν εἰς τὴν γραμματείαν πρὸς ἐπιβολὴν τῆς ἰδικῆς των πολιτικῆς εἰς βάρος τῶν συμφερόντων ἄλλων χωρῶν καὶ μέχρι τούτου τοῦ διεθνοῦς ὀργανισμοῦ. « Ὁ ἀντιπρόσωπος τῶν « Ἡνωμένων Πολιτειῶν ἀπέρριψε τὰς σοβιετικὰς εἰσηγήσεις καὶ ἐτόνισε ὅτι εἶναι ὑπερήφανος διὰ τὸ παρελθὸν τοῦ Ο.Η.Ε. — [195, 412, 357, 505]
price-row — [26, 1004, 184, 1015]
price-row — [26, 1082, 184, 1093]
stoning-body: Προσήχθη χθὲς συνοδεία εἰς τὴν ἀστυνομίαν ὁ Ἰωάν. Σπυράκη ἐτῶν 19 κάτοικος Παντελῆ γειτονιᾶς διότι κατὰ τὴν διάρκειαν ποδοσφαιρικοῦ ἀγῶνος ἐλιθοβόλει τοὺς ποδοσφαιριστάς. — [1389, 563, 1548, 599]
main-divider-2 — [374, 218, 1198, 220]
economy-sultanina-text: Τὸ ὕψος τῆς κρατικῆς συγκεντρώσεως σουλτανίνας ἀνήρχετο χθὲς τὴν μεσημβρίαν εἰς 34.500 τόννους. Ἡ προσκόμισις ἐξ ἄλλων σουλτανίνας εἰς τὸ ἐργοστάσιον ἐξακολουθεῖ, ἐκτιμᾶται δὲ ἐντὸς τῆς πᾶς παραδίδεται ὅτι τῆς τόνοι. — [26, 1134, 184, 1179]
price-key: Ἀξία δραχμὰς — [26, 1104, 71, 1114]
scandal-sign: ΕΝΑΣ ΣΤΑΦΙΔΟΠΑΡΑΓΩΓΟΣ — [912, 739, 1022, 748]
ad-manasakis[interactable] — [1214, 975, 1548, 1088]
center-column — [374, 62, 1198, 1187]
masthead — [26, 22, 1548, 47]
cannabis-body: Προσήχθη χθὲς συνοδεία ἐνώπιον τοῦ κ. Εἰσαγγελέως ὁ Μιχ. Γ. « Λασωστάκης ἐτῶν 37 κάτοικος « Ἡρακλείου κατηγορούμενος ἐπὶ κατοχῇ ἰνδικῆς καννάβεως. — [1389, 632, 1548, 667]
progressives-sign-title: « Ἀρχηγὸς Κόμ. Προοδευτικῶν. — [1214, 599, 1310, 607]
price-key: Κριθὴ » — [26, 1071, 52, 1081]
cannabis-divider — [1389, 623, 1548, 625]
ad-manasakis-head: Ο ΥΠΟΨΗΦΙΟΣ ΒΟΥΛΕΥΤΗΣ — [1276, 986, 1487, 1003]
right-article-1-body — [1214, 154, 1548, 286]
triumph-body — [374, 428, 1198, 506]
tourism-body: Χθὲς ἀφίκοντο ἀεροπορικῶς εἰς τὸ « Ἀγγλοι καὶ 250 συνολικῶς ἐκ τῶν ὁποίων τινὲς τὰ ἐξωμερίας ὅπου Διὰ τοῦ Τουριστικοῦ Γραφείου τὸ ἐν Ἡρακλείῳ πραγματοποιήθησαν ἐκδρομαὶ εἰς Κνωσόν, Φαιστόν, Ἅγιον Νικόλαον καὶ εἰς ἄλλους ἀρχαιολογικοὺς χώρους τῆς νήσου μας. Ἡ τουριστικὴ κίνησις συνεχίζεται ἱκανοποιητικῶς. — [1389, 767, 1548, 831]
column-separator-right — [1206, 62, 1207, 1187]
price-row — [26, 1036, 184, 1047]
rain-headline: ΑΙ ΠΙΠΤΟΥΣΑΙ ΒΡΟΧΑΙ ΛΙΑΝ ΕΥΕΡΓΕΤΙΚΑΙ ΔΙΑ ΕΛΑΙΟΠΑΡΑΓΩΓΗΝ — [591, 527, 974, 563]
school-announcement-box — [1038, 783, 1198, 867]
economy-olive-text: Περιωρισμένη τὸ ἡ κίνησις εἰς τὴν ἐλαιαγορὰν, ἀλλὰ τιμαὶ παρέμειναν εἰς τὰ αὐτὰ ἐπίπεδα. — [26, 969, 184, 996]
crete-body — [26, 630, 357, 870]
announcement-body: Ἡ διὰ σήμερον Τετάρτην 11—10—61 ὀργανωθεῖσα ἡμῶν μεταξὺ τῶν ὁμάδων τῆς Σ.Ε.Α.Π. καὶ τοῦ Ο.Φ.Η. ἀναβάλλεται λόγῳ τεχνικοῦ κωλύματος. — [374, 680, 527, 716]
assault-header: ΕΣΥΛΟΚΟΠΗΣΕΝ ΠΑΤΕΡΑ ΚΑΙ ΚΟΡΗΝ — [1049, 527, 1187, 553]
crete-section-header: ΤΙ ΓΥΡΕΥΕΙ ΣΤΗΝ ΚΡΗΤΗ — [26, 584, 357, 609]
cannabis-header: ΚΑΤΕΙΧΕΝ ΙΝΔΙΚΗΝ ΚΑΝΑΒΙΝ — [1397, 607, 1540, 618]
scandal-article — [534, 644, 1031, 756]
ad-plevris-tel: (Πομπηλίου 28 — Τηλ. 193—72 — [725, 1099, 847, 1109]
right-headline-1: ΑΙ Η.Π.Α. ΑΝΕΓΝΩΡΙΣΑΝ ΤΟ ΝΕΟΝ ΣΥΡΙΑΚΟΝ ΚΡΑΤΟΣ — [1216, 62, 1547, 105]
progressives-header: ΑΝΑΚΟΙΝΩΣΙΣ ΚΟΜΜΑΤΟΣ ΠΡΟΟΔΕΥΤΙΚΩΝ — [1214, 435, 1374, 464]
fire-body: συνέχεια τοῦ « Ἀλλὰς, ὁ ὑποτιθέμενος μᾶς βουλευτὴς θὰ διάβαζε Ἐλλὰς, ὅταν κατέστησε αὐτὴ τὴν ἰσχὺν ἀνυπαρξίαν ἔφθασε εἰς τὰ ἐλεινοῦ. « Ἐπιθεώρητε Μάστε, ὑπὸ τὸν προσδιορισμὸν τοῦ Γυμνασίου αὐτοῦ, ὥστε σὲ περιστάσεις ποτὲ δὲν μπορεῖ νὰ φανεῖ. Στὸ τόπο ποὺ ἔχουμε, ἀρχίζει θεματικὰ καὶ εἰς τὰ ἀνθρώπινα, συνεχῶς ἀνέρχεται ὑπὸ τοὺς ἱστοὺς τῶν θεσμῶν. — [543, 802, 1022, 829]
assault-box — [1038, 520, 1198, 636]
price-value: 16.00 — [165, 1036, 184, 1046]
price-value: 15.50 — [165, 1026, 184, 1035]
economy-title: Η ΚΙΝΗΣΙΣ ΤΗΣ ΑΓΟΡΑΣ ΜΑΣ — [72, 909, 310, 927]
economy-olive-title: ΕΛΑΙΑ: — [26, 969, 52, 978]
ad-matzapetakis-sub: ΥΠΟΨΗΦΙΟΥ ΒΟΥΛΕΥΤΟΥ ΕΝΩΣΕΩΣ ΚΕΝΤΡΟΥ — [384, 916, 558, 925]
ad-loulakakis[interactable] — [1214, 847, 1548, 966]
price-value: 14.80. — [163, 1004, 184, 1013]
triumph-col3: διάδος, γενόμενος δεκτὸς μὲ ἐκδηλώσεις ἀγάπης. Ὁ ὑποψήφιος τῆς « Ἑνώσεως Κέντρου κ. Μιχ. Συλιγάρδος ἐπεσκέφθη τὰ χωριά τῆς ἐπαρχίας Πεδιάδος, ἐνῶ ὁ ὑποψήφιος κ. Ἀντώνιος Μανασάκης ἐπεσκέφθη τὰ χωριά τῆς ἐπαρχίας Πυργιώτισσας. Εἰς ὅλα τὰ χωριὰ ὅπου περιῆλθον οἱ ὑποψήφιοι τῆς « Ἑνώσεως Κέντρου ἐγένοντο δεκτοὶ μὲ ἐνθουσιασμὸν καὶ ὁ λαὸς ἐξεδήλωσε τὴν πίστιν του εἰς τὴν νίκην τῆς « Ἑνώσεως Κέντρου. — [928, 435, 1198, 480]
price-value: 3.20—3,30. — [145, 1093, 184, 1103]
price-row — [26, 1093, 184, 1103]
main-article-col2: Ἡνωμένας Πολιτείας. Ὁ μιλῶν πρὸς τοὺς ἀντιπροσώπους τοῦ Τύπου εἰς τὸ ἀεροδρόμιον τοῦ Λονδίνου μὴν αὐτὴν εἰς Λονδῖνον προκειται νὰ συναντηθῇ ἐπὶ ὑπάρχουν πλέον βάσιμοι ἐλπίδες διὰ τὴν εἰρηνικὴν ἐπίλυσιν τοῦ Γερμανικοῦ ζητήματος κατὰ τρόπον ἀπόλυτα ἀποδεκτὸν εἰς ὅλας τὰς ἐνδιαφερομένας χώρας. « Ἀλλὰ προσέθεσεν ὅτι ἐξαρτᾶται τὰ πάντα ἐκ τῆς Σοβιετικῆς « Ἐνώσεως. « Παρ' ὅλον ὅτι αἱ συνομιλίαι μὲ τὸν κ. Ροὺσκ ἦσαν πράγματι » εἶπεν ὁ κ. Γκρομύκο ἔσθαν εἰς πέρας ὅπου συνελήφθη ὅτι ἡ πρόεδρος ἀναγνώρισεν ὅτι τὸ Γερμανικὸν ζήτημα πρέπει νὰ ἐπιλυθῇ διὰ εἰρηνικῶν μέσων, τοῦτο τὸ σημαντικώτερον καὶ ἀξιότερον ἐκ τῶν ἐκπερασθέντων. — [651, 232, 921, 325]
left-subhead-1: Ο ΣΤΡΑΤΗΓΟΣ ΣΑΛΑΝ ΕΝ ΔΡΑΣΕΙ — [99, 180, 284, 193]
triumph-divider-top — [374, 340, 1198, 342]
announcement-header: ΑΝΑΚΟΙΝΩΣΙΣ — [374, 651, 527, 673]
main-subhead: ΕΝ ΑΝΑΜΟΝΗ ΤΟΥ ΚΟΜΜΟΥΝΙΣΤΙΚΟΥ ΣΥΝΕΔΡΙΟΥ ΜΟΣΧΑΣ — [588, 199, 984, 214]
invites-sign-date: Ἡράκλειον 10/10/61 — [458, 620, 527, 630]
main-headline-3: ΠΙΘΑΝΗ ΜΕΣΟΛΑΒΗΣΙΣ Μ. ΒΡΕΤΤΑΝΙΑΣ — [544, 162, 1027, 189]
left-column — [26, 62, 357, 1187]
pame-tour-body: Ὑπὸ τῆς « Ἐκλογικῆς « Ἐπιτροπῆς πασῶν εἴδους ἀνεκοινώθη ὅτι αἱ περιοδεῖαι τῶν ὑποψηφίων Π.Α.Μ.Ε. Ἡρακλείου ἤρξαντο χθὲς τὸ ἀπόγευμα εἰς τὴν πόλιν μας. Ἐπίσης ἡ εἰδήσεως εἰς μὲ τὴν ὁμιλητικὴν καὶ τοὺς ὁμιλητὰς θὰ κάμῃ ὁ ὑποψήφιος βουλευτὴς Π.Α.Μ.Ε. ὁ ὁποῖος θὰ ὁμιλήσῃ περὶ τοῦ κεντήματα τῆς μάχης. — [1047, 688, 1189, 760]
invites-body: Προσκαλοῦνται τὰ μέλη τῆς « Ἑνώσεως « Ὑγείας καὶ Ἀντιλήψεως τῆς Γεωργικῆς θὰ γίνωμε ἄκως προσέχοντος τὴν 12 ἡμερῶν τῆς « Ἐλαιοκομικῆς διὰ τὴν προσεχῆ εἰς τοὺς ἐκδόσεις Παντοπωλῶν. Διὰ τοῦτον Μητρῶον προσωπικῶς συγχρόνως καὶ Παντοπωλείου Δήμου ἢ Κοινότητος περὶ τοῦ τόπου μόνον γεννήσεώς των. — [374, 549, 527, 613]
